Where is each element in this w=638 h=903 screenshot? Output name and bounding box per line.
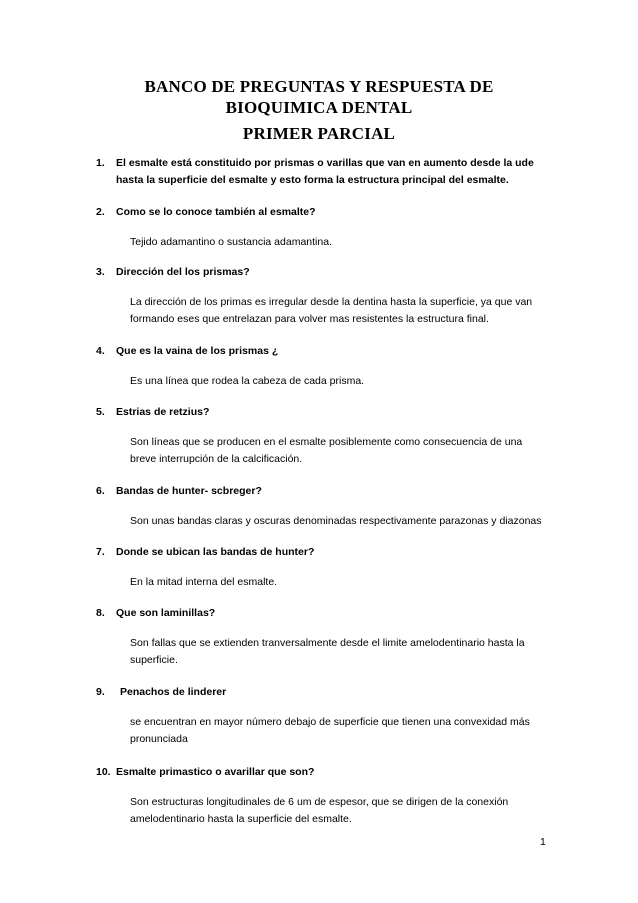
document-title-line1: BANCO DE PREGUNTAS Y RESPUESTA DE (144, 77, 494, 96)
question-text: El esmalte está constituido por prismas o varillas que van en aumento desde la ude hasta la superficie del esmalte y esto forma la estructura principal del esmalte. (116, 157, 534, 186)
question-text: Bandas de hunter- scbreger? (116, 485, 262, 497)
document-subtitle: PRIMER PARCIAL (242, 124, 396, 143)
question-text: Que son laminillas? (116, 607, 216, 619)
question-number: 5. (96, 406, 105, 418)
question-text: Donde se ubican las bandas de hunter? (116, 546, 315, 558)
answer-text: Es una línea que rodea la cabeza de cada prisma. (130, 375, 365, 387)
answer-text: Son líneas que se producen en el esmalte posiblemente como consecuencia de una breve interrupción de la calcificación. (130, 436, 523, 465)
question-number: 1. (96, 157, 105, 169)
answer-text: En la mitad interna del esmalte. (130, 576, 278, 588)
question-number: 6. (96, 485, 105, 497)
question-number: 7. (96, 546, 105, 558)
answer-text: Son estructuras longitudinales de 6 um de espesor, que se dirigen de la conexión amelodentinario hasta la superficie del esmalte. (130, 796, 509, 825)
question-number: 10. (96, 766, 111, 778)
question-text: Esmalte primastico o avarillar que son? (116, 766, 315, 778)
document-title-line2: BIOQUIMICA DENTAL (225, 98, 413, 117)
question-number: 4. (96, 345, 105, 357)
answer-text: Son fallas que se extienden tranversalmente desde el limite amelodentinario hasta la superficie. (130, 637, 525, 666)
answer-text: Son unas bandas claras y oscuras denominadas respectivamente parazonas y diazonas (130, 515, 542, 527)
question-text: Que es la vaina de los prismas ¿ (116, 345, 279, 357)
question-number: 3. (96, 266, 105, 278)
answer-text: se encuentran en mayor número debajo de superficie que tienen una convexidad más pronunciada (130, 716, 530, 745)
question-text: Dirección del los prismas? (116, 266, 250, 278)
question-text: Estrias de retzius? (116, 406, 210, 418)
question-number: 9. (96, 686, 105, 698)
answer-text: La dirección de los primas es irregular desde la dentina hasta la superficie, ya que van formando eses que entrelazan para volver mas resistentes la estructura final. (130, 296, 533, 325)
question-text: Como se lo conoce también al esmalte? (116, 206, 316, 218)
question-number: 2. (96, 206, 105, 218)
answer-text: Tejido adamantino o sustancia adamantina. (130, 236, 332, 248)
question-text: Penachos de linderer (120, 686, 227, 698)
page-number: 1 (540, 836, 546, 848)
question-number: 8. (96, 607, 105, 619)
